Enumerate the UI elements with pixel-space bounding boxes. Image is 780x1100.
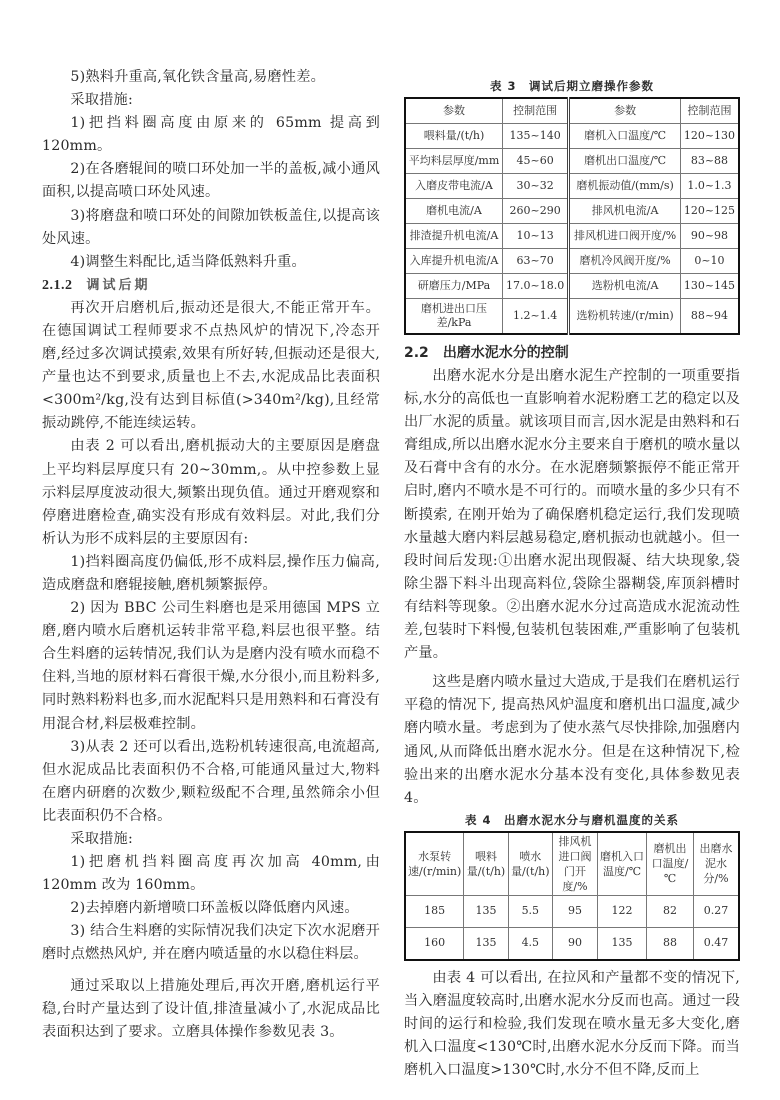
table-cell: 45~60 — [503, 149, 569, 174]
table-cell: 0.47 — [694, 927, 740, 960]
table-cell: 排风机电流/A — [569, 199, 681, 224]
table-cell: 入磨皮带电流/A — [405, 174, 503, 199]
left-column — [42, 66, 380, 1044]
table-cell: 磨机振动值/(mm/s) — [569, 174, 681, 199]
table-row — [405, 174, 739, 199]
table-row — [405, 124, 739, 149]
table-header-row — [405, 98, 739, 124]
table-cell: 选粉机电流/A — [569, 274, 681, 299]
paragraph: 由表 4 可以看出, 在拉风和产量都不变的情况下,当入磨温度较高时,出磨水泥水分反而也高。通过一段时间的运行和检验,我们发现在喷水量无多大变化,磨机入口温度<130℃时,出磨水泥水分反而下降。而当磨机入口温度>130℃时,水分不但不降,反而上 — [404, 969, 740, 1079]
table-cell: 研磨压力/MPa — [405, 274, 503, 299]
table-cell: 入库提升机电流/A — [405, 249, 503, 274]
paragraph: 再次开启磨机后,振动还是很大,不能正常开车。在德国调试工程师要求不点热风炉的情况下,冷态开磨,经过多次调试摸索,效果有所好转,但振动还是很大,产量也达不到要求,质量也上不去,水泥成品比表面积<300m²/kg,没有达到目标值(>340m²/kg),且经常振动跳停,不能连续运转。 — [42, 299, 380, 432]
table-cell: 122 — [598, 895, 647, 927]
table-cell: 17.0~18.0 — [503, 274, 569, 299]
table-row — [405, 299, 739, 335]
paragraph: 这些是磨内喷水量过大造成,于是我们在磨机运行平稳的情况下, 提高热风炉温度和磨机出口温度,减少磨内喷水量。考虑到为了使水蒸气尽快排除,加强磨内通风,从而降低出磨水泥水分。但是在这种情况下,检验出来的出磨水泥水分基本没有变化,具体参数见表 4。 — [404, 674, 740, 806]
table-row — [405, 149, 739, 174]
paragraph: 3)将磨盘和喷口环处的间隙加铁板盖住,以提高该处风速。 — [42, 207, 380, 247]
table-header: 喂料量/(t/h) — [464, 832, 508, 896]
table-cell: 排风机进口阀开度/% — [569, 224, 681, 249]
paragraph: 通过采取以上措施处理后,再次开磨,磨机运行平稳,台时产量达到了设计值,排渣量减小了,水泥成品比表面积达到了要求。立磨具体操作参数见表 3。 — [42, 977, 380, 1040]
table-cell: 185 — [405, 895, 464, 927]
table-row — [405, 927, 739, 960]
table3 — [404, 97, 740, 335]
table-cell: 83~88 — [680, 149, 739, 174]
table-cell: 4.5 — [508, 927, 552, 960]
table-cell: 135~140 — [503, 124, 569, 149]
table-header: 磨机出口温度/℃ — [647, 832, 694, 896]
table-header: 控制范围 — [680, 98, 739, 124]
table-cell: 120~125 — [680, 199, 739, 224]
table-header-row — [405, 832, 739, 896]
table-cell: 1.0~1.3 — [680, 174, 739, 199]
paragraph: 2)去掉磨内新增喷口环盖板以降低磨内风速。 — [70, 900, 359, 917]
table-cell: 130~145 — [680, 274, 739, 299]
table-header: 控制范围 — [503, 98, 569, 124]
table-cell: 磨机冷风阀开度/% — [569, 249, 681, 274]
table-cell: 1.2~1.4 — [503, 299, 569, 335]
paragraph: 2)在各磨辊间的喷口环处加一半的盖板,减小通风面积,以提高喷口环处风速。 — [42, 161, 380, 201]
paragraph: 3) 结合生料磨的实际情况我们决定下次水泥磨开磨时点燃热风炉, 并在磨内喷适量的水以稳住料层。 — [42, 923, 380, 963]
paragraph: 采取措施: — [70, 92, 133, 109]
table-cell: 磨机出口温度/℃ — [569, 149, 681, 174]
table3-caption: 表 3 调试后期立磨操作参数 — [489, 79, 654, 93]
table4-caption: 表 4 出磨水泥水分与磨机温度的关系 — [464, 812, 679, 827]
table-cell: 10~13 — [503, 224, 569, 249]
table-header: 排风机进口阀门开度/% — [553, 832, 598, 896]
right-column — [404, 78, 740, 1082]
table-cell: 90~98 — [680, 224, 739, 249]
table-row — [405, 224, 739, 249]
table4 — [404, 831, 740, 961]
paragraph: 1)挡料圈高度仍偏低,形不成料层,操作压力偏高,造成磨盘和磨辊接触,磨机频繁振停。 — [42, 553, 380, 593]
table-cell: 120~130 — [680, 124, 739, 149]
table-cell: 磨机进出口压差/kPa — [405, 299, 503, 335]
section-number: 2.2 — [404, 345, 429, 361]
table-cell: 平均料层厚度/mm — [405, 149, 503, 174]
paragraph: 由表 2 可以看出,磨机振动大的主要原因是磨盘上平均料层厚度只有 20~30mm,。从中控参数上显示料层厚度波动很大,频繁出现负值。通过开磨观察和停磨进磨检查,确实没有形成有效料层。对此,我们分析认为形不成料层的主要原因有: — [42, 438, 380, 547]
table-cell: 30~32 — [503, 174, 569, 199]
table-cell: 喂料量/(t/h) — [405, 124, 503, 149]
paragraph: 1)把挡料圈高度由原来的 65mm 提高到 120mm。 — [42, 115, 380, 155]
table-cell: 选粉机转速/(r/min) — [569, 299, 681, 335]
paragraph: 3)从表 2 还可以看出,选粉机转速很高,电流超高,但水泥成品比表面积仍不合格,可能通风量过大,物料在磨内研磨的次数少,颗粒级配不合理,虽然筛余小但比表面积仍不合格。 — [42, 738, 380, 824]
table-cell: 88 — [647, 927, 694, 960]
table-cell: 95 — [553, 895, 598, 927]
table-header: 磨机入口温度/℃ — [598, 832, 647, 896]
table-cell: 260~290 — [503, 199, 569, 224]
paragraph: 4)调整生料配比,适当降低熟料升重。 — [70, 253, 306, 270]
table-header: 水泵转速/(r/min) — [405, 832, 464, 896]
table-header: 喷水量/(t/h) — [508, 832, 552, 896]
table-header: 参数 — [405, 98, 503, 124]
table-cell: 0.27 — [694, 895, 740, 927]
table-row — [405, 895, 739, 927]
table-row — [405, 199, 739, 224]
section-heading — [404, 341, 740, 365]
table-cell: 82 — [647, 895, 694, 927]
table-cell: 63~70 — [503, 249, 569, 274]
table-cell: 排渣提升机电流/A — [405, 224, 503, 249]
subsection-title: 调试后期 — [86, 277, 151, 293]
table-row — [405, 249, 739, 274]
table-cell: 88~94 — [680, 299, 739, 335]
subsection-heading — [42, 274, 380, 297]
paragraph: 2) 因为 BBC 公司生料磨也是采用德国 MPS 立磨,磨内喷水后磨机运转非常平稳,料层也很平整。结合生料磨的运转情况,我们认为是磨内没有喷水而稳不住料,当地的原材料石膏很干燥,水分很小,而且粉料多,同时熟料粉料也多,而水泥配料只是用熟料和石膏没有用混合材,料层极难控制。 — [42, 600, 380, 732]
paragraph: 5)熟料升重高,氧化铁含量高,易磨性差。 — [70, 69, 325, 85]
paragraph: 采取措施: — [70, 831, 133, 847]
table-cell: 0~10 — [680, 249, 739, 274]
section-title: 出磨水泥水分的控制 — [442, 345, 569, 361]
paragraph: 1)把磨机挡料圈高度再次加高 40mm,由 120mm 改为 160mm。 — [42, 854, 380, 894]
table-header: 出磨水泥水分/% — [694, 832, 740, 896]
table-cell: 磨机入口温度/℃ — [569, 124, 681, 149]
table-cell: 90 — [553, 927, 598, 960]
paragraph: 出磨水泥水分是出磨水泥生产控制的一项重要指标,水分的高低也一直影响着水泥粉磨工艺的稳定以及出厂水泥的质量。就该项目而言,因水泥是由熟料和石膏组成,所以出磨水泥水分主要来自于磨机的喷水量以及石膏中含有的水分。在水泥磨频繁振停不能正常开启时,磨内不喷水是不可行的。而喷水量的多少只有不断摸索, 在刚开始为了确保磨机稳定运行,我们发现喷水量越大磨内料层越易稳定,磨机振动也就越小。但一段时间后发现:①出磨水泥出现假凝、结大块现象,袋除尘器下料斗出现高料位,袋除尘器糊袋,库顶斜槽时有结料等现象。②出磨水泥水分过高造成水泥流动性差,包装时下料慢,包装机包装困难,严重影响了包装机产量。 — [404, 368, 740, 662]
subsection-number: 2.1.2 — [42, 277, 73, 293]
table-cell: 160 — [405, 927, 464, 960]
table-cell: 135 — [464, 927, 508, 960]
table-row — [405, 274, 739, 299]
table-cell: 135 — [598, 927, 647, 960]
table-cell: 135 — [464, 895, 508, 927]
table-cell: 5.5 — [508, 895, 552, 927]
table-header: 参数 — [569, 98, 681, 124]
table-cell: 磨机电流/A — [405, 199, 503, 224]
